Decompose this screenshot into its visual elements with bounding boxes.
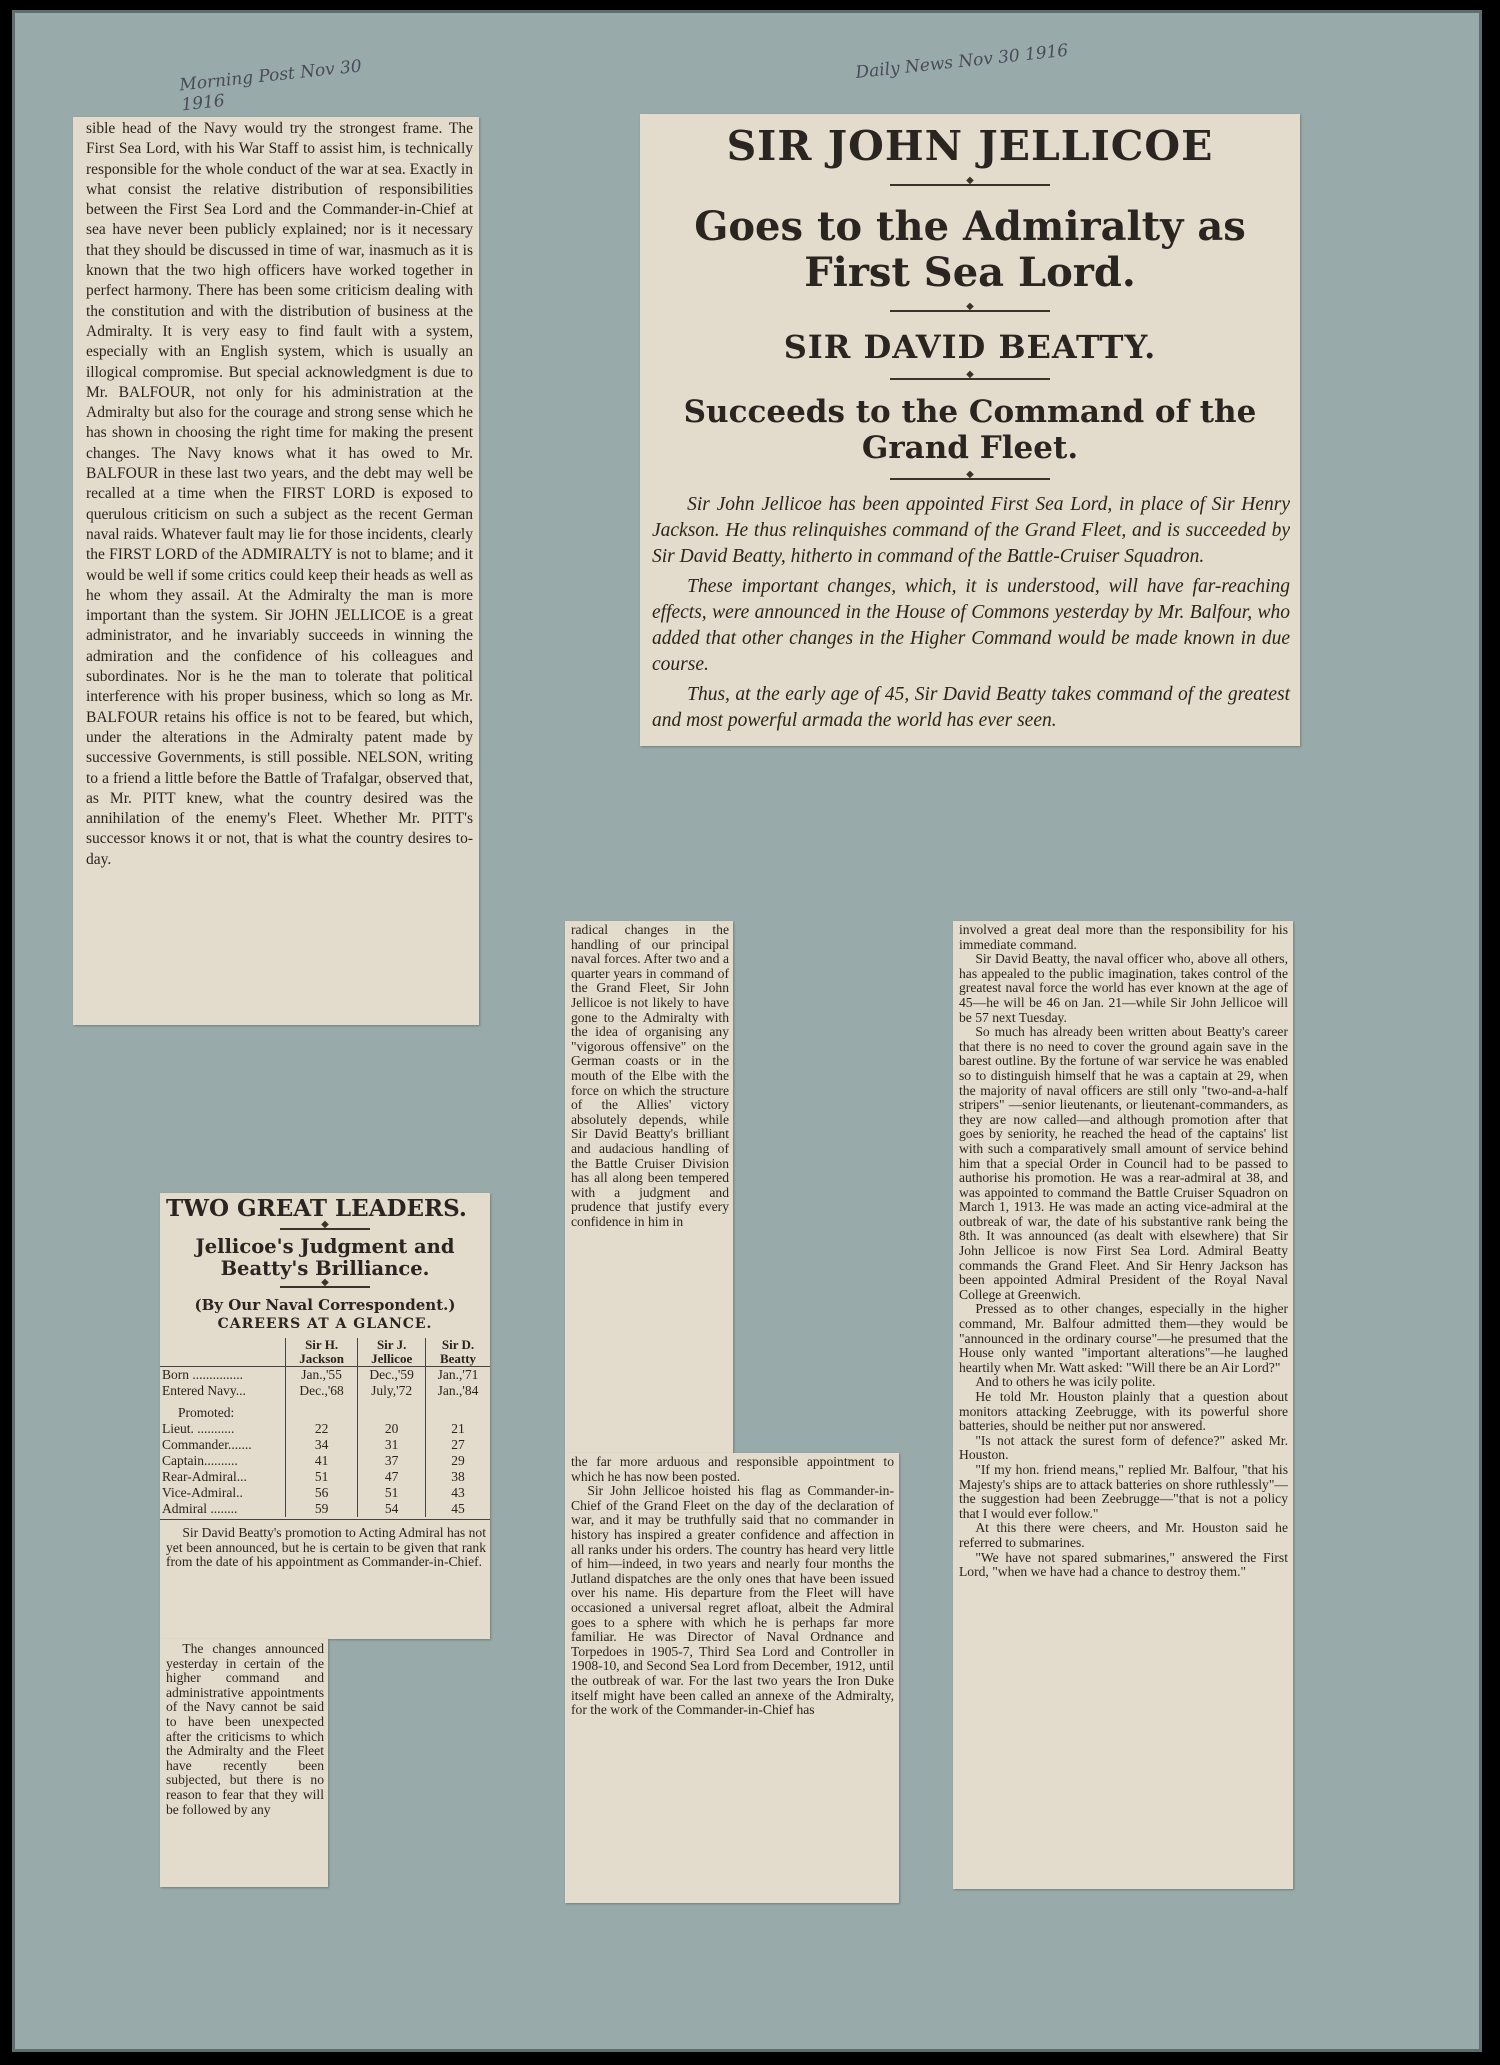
- table-row: [160, 1367, 490, 1384]
- table-cell: 59: [285, 1501, 357, 1517]
- leaders-headline: TWO GREAT LEADERS.: [166, 1195, 467, 1222]
- row-label: Admiral ........: [162, 1501, 238, 1516]
- table-cell: 38: [426, 1469, 491, 1485]
- table-cell: 47: [358, 1469, 426, 1485]
- middle-wide-text: [565, 1453, 899, 1718]
- table-row: [160, 1421, 490, 1437]
- table-title: CAREERS AT A GLANCE.: [217, 1316, 433, 1332]
- byline: (By Our Naval Correspondent.): [194, 1296, 456, 1314]
- headline-clipping: [640, 114, 1300, 746]
- table-cell: Jan.,'55: [285, 1367, 357, 1384]
- divider: [280, 1286, 370, 1288]
- table-cell: Dec.,'59: [358, 1367, 426, 1384]
- editorial-text: sible head of the Navy would try the strongest frame. The First Sea Lord, with his War Staff to assist him, is technically responsible for the whole conduct of the war at sea. Exactly in what consist the relative distribution of responsibilities between the First Sea Lord and the Commander-in-Chief at sea have never been publicly explained; nor is it necessary that they should be discussed in time of war, inasmuch as it is known that the two high officers have worked together in perfect harmony. There has been some criticism dealing with the constitution and with the distribution of business at the Admiralty. It is very easy to find fault with a system, especially with an English system, which is usually an illogical compromise. But special acknowledgment is due to Mr. BALFOUR, not only for his administration at the Admiralty but also for the courage and strong sense which he has shown in choosing the right time for making the present changes. The Navy knows what it has owed to Mr. BALFOUR in these last two years, and the debt may well be recalled at a time when the FIRST LORD is exposed to querulous criticism on such a subject as the recent German naval raids. Whatever fault may lie for those incidents, clearly the FIRST LORD of the ADMIRALTY is not to blame; and it would be well if some critics could keep their heads as well as he whom they assail. At the Admiralty the man is more important than the system. Sir JOHN JELLICOE is a great administrator, and he invariably succeeds in winning the admiration and the confidence of his colleagues and subordinates. Nor is he the man to tolerate that political interference with his proper business, which so long as Mr. BALFOUR retains his office is not to be feared, but which, under the alterations in the Admiralty patent made by successive Governments, is still possible. NELSON, writing to a friend a little before the Battle of Trafalgar, observed that, as Mr. PITT knew, what the country desired was the annihilation of the enemy's Fleet. Whether Mr. PITT's successor knows it or not, that is what the country desires to-day.: [86, 120, 473, 868]
- table-cell: 56: [285, 1485, 357, 1501]
- main-paragraph: Sir John Jellicoe has been appointed First Sea Lord, in place of Sir Henry Jackson. He thus relinquishes command of the Grand Fleet, and is succeeded by Sir David Beatty, hitherto in command of the Battle-Cruiser Squadron.: [652, 494, 1290, 567]
- right-paragraph: "Is not attack the surest form of defence?" asked Mr. Houston.: [959, 1432, 1288, 1463]
- table-cell: 37: [358, 1453, 426, 1469]
- table-cell: 51: [358, 1485, 426, 1501]
- leaders-body-bottom: [160, 1639, 328, 1817]
- right-column-text: [953, 921, 1293, 1580]
- subhead-admiralty: Goes to the Admiralty as First Sea Lord.: [694, 203, 1246, 296]
- scrapbook-page: [12, 10, 1482, 2052]
- editorial-column: [73, 117, 479, 870]
- table-cell: 43: [426, 1485, 491, 1501]
- table-cell: 34: [285, 1437, 357, 1453]
- table-cell: 22: [285, 1421, 357, 1437]
- editorial-clipping: [73, 117, 479, 1025]
- subhead-grand-fleet: Succeeds to the Command of the Grand Fleet.: [683, 394, 1257, 466]
- right-paragraph: So much has already been written about Beatty's career that there is no need to cover the ground again save in the barest outline. By the fortune of war service he was enabled so to distinguish himself that he was a captain at 29, when the majority of naval officers are still only "two-and-a-half stripers" —senior lieutenants, or lieutenant-commanders, as they are now called—and although promotion after that goes by seniority, he reached the head of the captains' list with such a comparatively small amount of service behind him that a special Order in Council had to be passed to authorise his promotion. He was a rear-admiral at 38, and was appointed to command the Battle Cruiser Squadron on March 1, 1913. He was made an acting vice-admiral at the outbreak of war, the date of his substantive rank being the 8th. It was announced (as dealt with elsewhere) that Sir John Jellicoe is now First Sea Lord. Admiral Beatty commands the Grand Fleet. And Sir Henry Jackson has been appointed Admiral President of the Royal Naval College at Greenwich.: [959, 1024, 1288, 1302]
- leaders-subhead: Jellicoe's Judgment and Beatty's Brilliance.: [195, 1235, 455, 1280]
- table-row: [160, 1437, 490, 1453]
- row-label: Commander.......: [162, 1437, 252, 1452]
- right-paragraph: And to others he was icily polite.: [975, 1374, 1156, 1390]
- row-label: Born ...............: [162, 1367, 243, 1382]
- divider: [890, 310, 1050, 312]
- row-label: Rear-Admiral...: [162, 1469, 247, 1484]
- table-row: [160, 1453, 490, 1469]
- right-paragraph: Pressed as to other changes, especially in the higher command, Mr. Balfour admitted them—they would be "announced in the ordinary course"—he presumed that the House only wanted "important alterations"—he laughed heartily when Mr. Watt asked: "Will there be an Air Lord?": [959, 1301, 1288, 1375]
- divider: [890, 184, 1050, 186]
- table-cell: 21: [426, 1421, 491, 1437]
- table-cell: 27: [426, 1437, 491, 1453]
- leaders-clipping: [160, 1193, 490, 1639]
- handwritten-note-left: Morning Post Nov 30 1916: [178, 56, 363, 116]
- table-row: [160, 1383, 490, 1399]
- row-label: Vice-Admiral..: [162, 1485, 243, 1500]
- table-row: [160, 1469, 490, 1485]
- table-cell: Jan.,'71: [426, 1367, 491, 1384]
- column-header: Sir D. Beatty: [426, 1338, 491, 1367]
- leaders-paragraph: The changes announced yesterday in certain of the higher command and administrative appointments of the Navy cannot be said to have been unexpected after the criticisms to which the Admiralty and the Fleet have recently been subjected, but there is no reason to fear that they will be followed by any: [166, 1641, 324, 1817]
- right-paragraph: Sir David Beatty, the naval officer who, above all others, has appealed to the public imagination, takes control of the greatest naval force the world has ever known at the age of 45—he will be 46 on Jan. 21—while Sir John Jellicoe will be 57 next Tuesday.: [959, 951, 1288, 1025]
- handwritten-note-right: Daily News Nov 30 1916: [854, 40, 1070, 83]
- middle-paragraph: radical changes in the handling of our principal naval forces. After two and a quarter years in command of the Grand Fleet, Sir John Jellicoe is not likely to have gone to the Admiralty with the idea of organising any "vigorous offensive" on the German coasts or in the mouth of the Elbe with the force on which the structure of the Allies' victory absolutely depends, while Sir David Beatty's brilliant and audacious handling of the Battle Cruiser Division has all along been tempered with a judgment and prudence that justify every confidence in him in: [571, 922, 729, 1229]
- table-cell: Dec.,'68: [285, 1383, 357, 1399]
- divider: [890, 378, 1050, 380]
- right-paragraph: "We have not spared submarines," answered the First Lord, "when we have had a chance to destroy them.": [959, 1549, 1288, 1580]
- table-row: [160, 1399, 490, 1421]
- table-cell: 51: [285, 1469, 357, 1485]
- column-header: Sir J. Jellicoe: [358, 1338, 426, 1367]
- table-cell: 54: [358, 1501, 426, 1517]
- parliament-clipping: [953, 921, 1293, 1889]
- subhead-beatty: SIR DAVID BEATTY.: [783, 328, 1157, 366]
- careers-table: [160, 1338, 490, 1517]
- main-article-body: [640, 480, 1300, 734]
- promoted-label: Promoted:: [178, 1405, 235, 1420]
- middle-narrow-text: [565, 921, 733, 1229]
- main-paragraph: These important changes, which, it is understood, will have far-reaching effects, were announced in the House of Commons yesterday by Mr. Balfour, who added that other changes in the Higher Command would be made known in due course.: [652, 576, 1290, 675]
- middle-paragraph: Sir John Jellicoe hoisted his flag as Commander-in-Chief of the Grand Fleet on the day of the declaration of war, and it may be truthfully said that no commander in history has inspired a greater confidence and affection in all ranks under his orders. The country has heard very little of him—indeed, in two years and nearly four months the Jutland dispatches are the only ones that have been issued over his name. His departure from the Fleet will have occasioned a universal regret afloat, albeit the Admiral goes to a sphere with which he is perhaps far more familiar. He was Director of Naval Ordnance and Torpedoes in 1905-7, Third Sea Lord and Controller in 1908-10, and Second Sea Lord from December, 1912, until the outbreak of war. For the last two years the Iron Duke itself might have been called an annexe of the Admiralty, for the work of the Commander-in-Chief has: [571, 1483, 894, 1718]
- leaders-continuation-clipping: [160, 1639, 328, 1887]
- headline: SIR JOHN JELLICOE: [726, 122, 1214, 170]
- leaders-paragraph: Sir David Beatty's promotion to Acting Admiral has not yet been announced, but he is certain to be given that rank from the date of his appointment as Commander-in-Chief.: [166, 1525, 486, 1570]
- table-cell: 31: [358, 1437, 426, 1453]
- table-cell: 41: [285, 1453, 357, 1469]
- row-label: Entered Navy...: [162, 1383, 246, 1398]
- divider: [890, 478, 1050, 480]
- right-paragraph: He told Mr. Houston plainly that a question about monitors attacking Zeebrugge, with its powerful shore batteries, should be neither put nor answered.: [959, 1389, 1288, 1434]
- table-row: [160, 1485, 490, 1501]
- row-label: Captain..........: [162, 1453, 238, 1468]
- middle-paragraph: the far more arduous and responsible appointment to which he has now been posted.: [571, 1454, 894, 1484]
- divider: [280, 1228, 370, 1230]
- main-paragraph: Thus, at the early age of 45, Sir David Beatty takes command of the greatest and most powerful armada the world has ever seen.: [652, 684, 1290, 731]
- row-label: Lieut. ...........: [162, 1421, 235, 1436]
- table-cell: July,'72: [358, 1383, 426, 1399]
- table-row: [160, 1501, 490, 1517]
- leaders-body-top: [160, 1520, 490, 1570]
- column-header: Sir H. Jackson: [285, 1338, 357, 1367]
- table-header-row: [160, 1338, 490, 1367]
- table-cell: 29: [426, 1453, 491, 1469]
- table-cell: 20: [358, 1421, 426, 1437]
- table-cell: Jan.,'84: [426, 1383, 491, 1399]
- middle-wide-clipping: [565, 1453, 899, 1903]
- right-paragraph: At this there were cheers, and Mr. Houston said he referred to submarines.: [959, 1520, 1288, 1550]
- middle-narrow-clipping: [565, 921, 733, 1455]
- right-paragraph: involved a great deal more than the responsibility for his immediate command.: [959, 922, 1288, 952]
- table-cell: 45: [426, 1501, 491, 1517]
- right-paragraph: "If my hon. friend means," replied Mr. Balfour, "that his Majesty's ships are to attack batteries on shore ruthlessly"—the suggestion had been Zeebrugge—"that is not a policy that I would ever follow.": [959, 1461, 1288, 1521]
